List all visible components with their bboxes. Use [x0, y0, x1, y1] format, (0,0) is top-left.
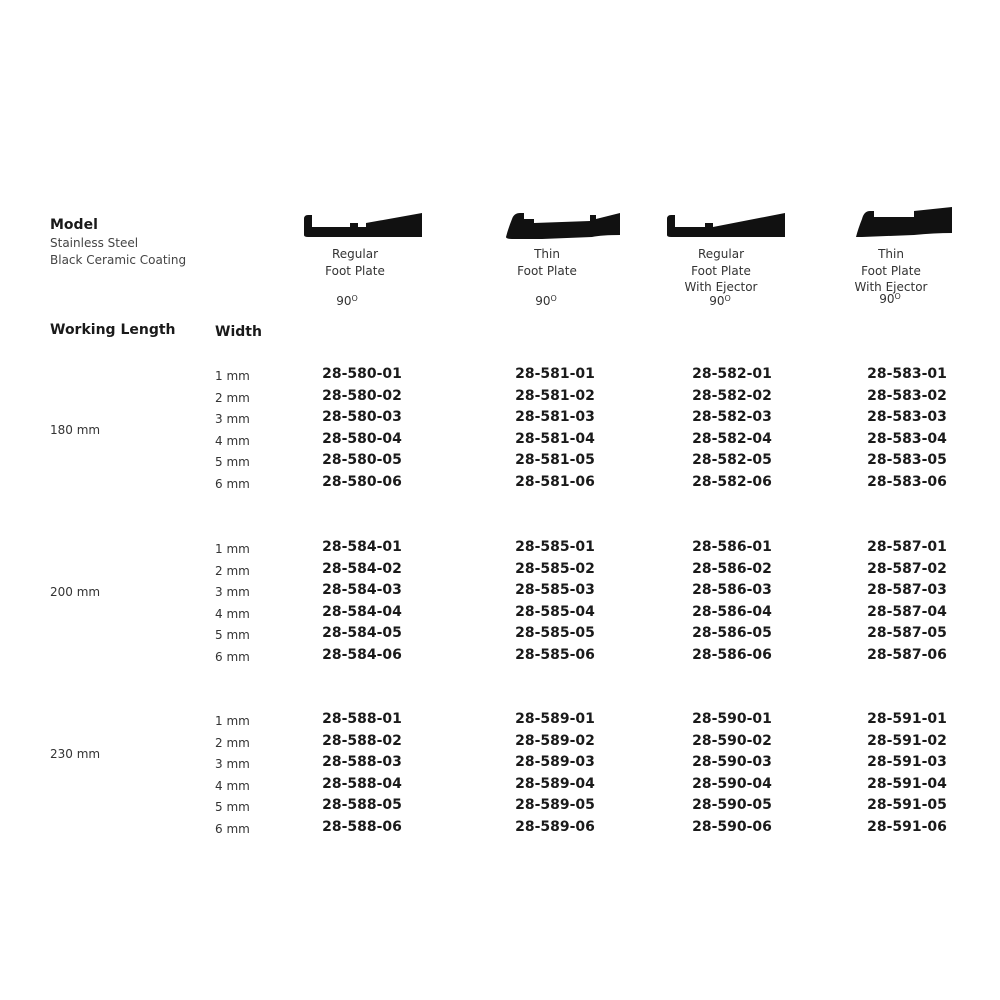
- angle-value: 90: [535, 294, 551, 308]
- column-label-line: Foot Plate: [861, 263, 921, 278]
- catalog-number: 28-583-04: [867, 430, 947, 447]
- catalog-number: 28-581-04: [515, 430, 595, 447]
- catalog-number: 28-586-04: [692, 603, 772, 620]
- catalog-number: 28-591-06: [867, 819, 947, 835]
- catalog-number: 28-581-06: [515, 474, 595, 490]
- catalog-number: 28-583-02: [867, 387, 947, 404]
- catalog-number: 28-584-01: [322, 539, 402, 555]
- angle-degree: O: [550, 294, 557, 303]
- catalog-number: 28-589-04: [515, 775, 595, 792]
- catalog-number: 28-582-03: [692, 409, 772, 426]
- catalog-number: 28-580-02: [322, 387, 402, 404]
- working-length-header: Working Length: [50, 322, 176, 338]
- column-angle: [820, 292, 960, 306]
- model-coating: Black Ceramic Coating: [50, 253, 187, 267]
- catalog-number: 28-586-02: [692, 560, 772, 577]
- catalog-number: 28-591-04: [867, 775, 947, 792]
- thin-foot-plate-tip-icon: [502, 205, 622, 241]
- catalog-number: 28-588-01: [322, 711, 402, 727]
- catalog-number: 28-590-04: [692, 775, 772, 792]
- catalog-number: 28-580-04: [322, 430, 402, 447]
- catalog-number: 28-590-06: [692, 819, 772, 835]
- width-value: 5 mm: [215, 800, 250, 815]
- catalog-number: 28-588-03: [322, 754, 402, 771]
- column-label-line: Thin: [534, 247, 560, 261]
- catalog-number: 28-583-05: [867, 452, 947, 469]
- thin-foot-plate-ejector-tip-icon: [844, 205, 964, 241]
- column-label-regular: [285, 246, 425, 279]
- catalog-number: 28-589-06: [515, 819, 595, 835]
- working-length-value: 200 mm: [50, 585, 101, 599]
- width-value: 5 mm: [215, 455, 250, 470]
- working-length-value: 230 mm: [50, 747, 101, 761]
- catalog-number: 28-581-02: [515, 387, 595, 404]
- catalog-number: 28-584-06: [322, 647, 402, 663]
- catalog-number: 28-583-01: [867, 366, 947, 382]
- catalog-number: 28-580-06: [322, 474, 402, 490]
- catalog-number: 28-585-03: [515, 582, 595, 599]
- catalog-number: 28-588-05: [322, 797, 402, 814]
- column-label-line: With Ejector: [684, 280, 758, 294]
- width-value: 1 mm: [215, 542, 250, 556]
- catalog-number: 28-585-06: [515, 647, 595, 663]
- width-value: 6 mm: [215, 822, 250, 836]
- catalog-number: 28-589-03: [515, 754, 595, 771]
- catalog-number: 28-584-04: [322, 603, 402, 620]
- angle-value: 90: [709, 294, 725, 308]
- width-value: 1 mm: [215, 369, 250, 383]
- catalog-number: 28-581-05: [515, 452, 595, 469]
- catalog-number: 28-586-01: [692, 539, 772, 555]
- column-angle: [650, 294, 790, 308]
- catalog-number: 28-589-05: [515, 797, 595, 814]
- column-label-line: Regular: [331, 247, 379, 261]
- catalog-number: 28-581-01: [515, 366, 595, 382]
- regular-foot-plate-ejector-tip-icon: [665, 205, 785, 241]
- catalog-number: 28-582-06: [692, 474, 772, 490]
- angle-value: 90: [336, 294, 352, 308]
- width-value: 6 mm: [215, 650, 250, 664]
- width-value: 4 mm: [215, 606, 250, 621]
- angle-value: 90: [879, 292, 895, 306]
- catalog-number: 28-590-03: [692, 754, 772, 771]
- catalog-number: 28-587-01: [867, 539, 947, 555]
- catalog-number: 28-586-05: [692, 625, 772, 642]
- column-label-thin-ejector: [821, 246, 961, 296]
- catalog-number: 28-586-06: [692, 647, 772, 663]
- angle-degree: O: [351, 294, 358, 303]
- column-angle: [277, 294, 417, 308]
- width-value: 2 mm: [215, 735, 250, 750]
- width-value: 4 mm: [215, 433, 250, 448]
- column-label-regular-ejector: [651, 246, 791, 296]
- catalog-number: 28-580-01: [322, 366, 402, 382]
- catalog-number: 28-590-05: [692, 797, 772, 814]
- catalog-number: 28-587-02: [867, 560, 947, 577]
- width-value: 3 mm: [215, 757, 250, 772]
- catalog-number: 28-588-06: [322, 819, 402, 835]
- catalog-number: 28-587-05: [867, 625, 947, 642]
- catalog-number: 28-586-03: [692, 582, 772, 599]
- catalog-number: 28-590-01: [692, 711, 772, 727]
- catalog-number: 28-582-02: [692, 387, 772, 404]
- catalog-number: 28-588-04: [322, 775, 402, 792]
- width-value: 4 mm: [215, 778, 250, 793]
- angle-degree: O: [894, 292, 901, 301]
- catalog-number: 28-582-04: [692, 430, 772, 447]
- width-value: 2 mm: [215, 563, 250, 578]
- catalog-number: 28-587-03: [867, 582, 947, 599]
- catalog-number: 28-584-05: [322, 625, 402, 642]
- working-length-value: 180 mm: [50, 423, 101, 437]
- catalog-number: 28-585-01: [515, 539, 595, 555]
- catalog-number: 28-591-02: [867, 732, 947, 749]
- catalog-number: 28-589-01: [515, 711, 595, 727]
- catalog-number: 28-582-01: [692, 366, 772, 382]
- catalog-number: 28-591-01: [867, 711, 947, 727]
- column-label-line: Foot Plate: [517, 263, 577, 278]
- catalog-number: 28-580-05: [322, 452, 402, 469]
- angle-degree: O: [724, 294, 731, 303]
- width-value: 2 mm: [215, 390, 250, 405]
- column-angle: [476, 294, 616, 308]
- catalog-number: 28-591-05: [867, 797, 947, 814]
- width-header: Width: [215, 324, 262, 340]
- catalog-number: 28-584-02: [322, 560, 402, 577]
- width-value: 6 mm: [215, 477, 250, 491]
- catalog-number: 28-585-05: [515, 625, 595, 642]
- catalog-number: 28-583-06: [867, 474, 947, 490]
- width-value: 1 mm: [215, 714, 250, 728]
- column-label-thin: [477, 246, 617, 279]
- column-label-line: Regular: [697, 247, 745, 261]
- width-value: 3 mm: [215, 585, 250, 600]
- model-title: Model: [50, 217, 98, 233]
- regular-foot-plate-tip-icon: [302, 205, 422, 241]
- catalog-number: 28-580-03: [322, 409, 402, 426]
- catalog-number: 28-587-04: [867, 603, 947, 620]
- width-value: 5 mm: [215, 628, 250, 643]
- catalog-number: 28-590-02: [692, 732, 772, 749]
- column-label-line: With Ejector: [854, 280, 928, 294]
- catalog-number: 28-588-02: [322, 732, 402, 749]
- catalog-number: 28-591-03: [867, 754, 947, 771]
- catalog-number: 28-584-03: [322, 582, 402, 599]
- model-material: Stainless Steel: [50, 236, 139, 250]
- catalog-number: 28-583-03: [867, 409, 947, 426]
- catalog-number: 28-581-03: [515, 409, 595, 426]
- catalog-number: 28-587-06: [867, 647, 947, 663]
- catalog-number: 28-589-02: [515, 732, 595, 749]
- catalog-number: 28-582-05: [692, 452, 772, 469]
- catalog-number: 28-585-02: [515, 560, 595, 577]
- column-label-line: Foot Plate: [325, 263, 385, 278]
- catalog-number: 28-585-04: [515, 603, 595, 620]
- column-label-line: Foot Plate: [691, 263, 751, 278]
- width-value: 3 mm: [215, 412, 250, 427]
- column-label-line: Thin: [878, 247, 904, 261]
